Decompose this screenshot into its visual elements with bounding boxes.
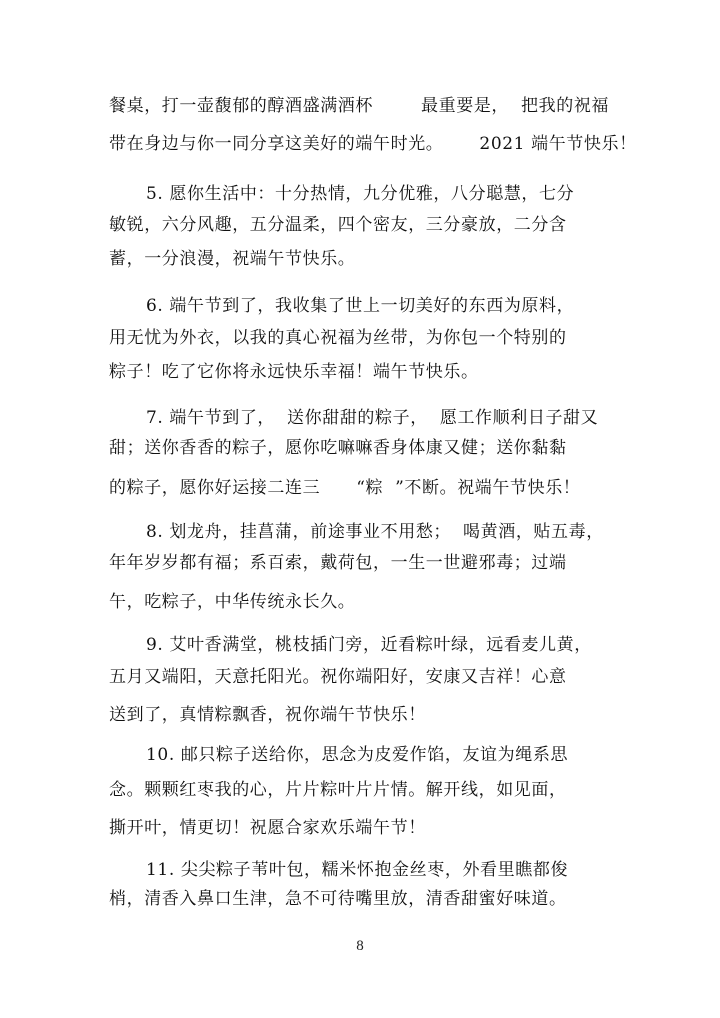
wish-6-heading-line: 6. 端午节到了，我收集了世上一切美好的东西为原料， — [146, 296, 575, 316]
wish-10-heading-line: 10. 邮只粽子送给你，思念为皮爱作馅，友谊为绳系思 — [146, 745, 569, 765]
text-line: 送到了，真情粽飘香，祝你端午节快乐！ — [109, 705, 426, 725]
text-line: 午，吃粽子，中华传统永长久。 — [109, 592, 356, 612]
wish-11-heading-line: 11. 尖尖粽子苇叶包，糯米怀抱金丝枣，外看里瞧都俊 — [146, 860, 569, 880]
text-line: 敏锐，六分风趣，五分温柔，四个密友，三分豪放，二分含 — [109, 215, 567, 235]
text-line: 带在身边与你一同分享这美好的端午时光。 2021 端午节快乐！ — [109, 134, 637, 154]
text-line: 梢，清香入鼻口生津，急不可待嘴里放，清香甜蜜好味道。 — [109, 889, 567, 909]
wish-8-heading-line: 8. 划龙舟，挂菖蒲，前途事业不用愁； 喝黄酒，贴五毒， — [146, 522, 604, 542]
text-line: 撕开叶，情更切！祝愿合家欢乐端午节！ — [109, 818, 426, 838]
text-line: 用无忧为外衣，以我的真心祝福为丝带，为你包一个特别的 — [109, 328, 567, 348]
wish-7-heading-line: 7. 端午节到了， 送你甜甜的粽子， 愿工作顺利日子甜又 — [146, 408, 599, 428]
text-line: 五月又端阳，天意托阳光。祝你端阳好，安康又吉祥！心意 — [109, 667, 567, 687]
page-number: 8 — [356, 938, 364, 954]
text-line: 蓄，一分浪漫，祝端午节快乐。 — [109, 249, 356, 269]
text-line: 粽子！吃了它你将永远快乐幸福！端午节快乐。 — [109, 362, 479, 382]
text-line: 念。颗颗红枣我的心，片片粽叶片片情。解开线，如见面， — [109, 780, 567, 800]
text-line: 年年岁岁都有福；系百索，戴荷包，一生一世避邪毒；过端 — [109, 553, 567, 573]
text-line: 餐桌，打一壶馥郁的醇酒盛满酒杯 最重要是， 把我的祝福 — [109, 96, 610, 116]
text-line: 的粽子，愿你好运接二连三 “粽 ”不断。祝端午节快乐！ — [109, 478, 581, 498]
wish-9-heading-line: 9. 艾叶香满堂，桃枝插门旁，近看粽叶绿，远看麦儿黄， — [146, 635, 592, 655]
text-line: 甜；送你香香的粽子，愿你吃嘛嘛香身体康又健；送你黏黏 — [109, 438, 567, 458]
wish-5-heading-line: 5. 愿你生活中：十分热情，九分优雅，八分聪慧，七分 — [146, 184, 575, 204]
